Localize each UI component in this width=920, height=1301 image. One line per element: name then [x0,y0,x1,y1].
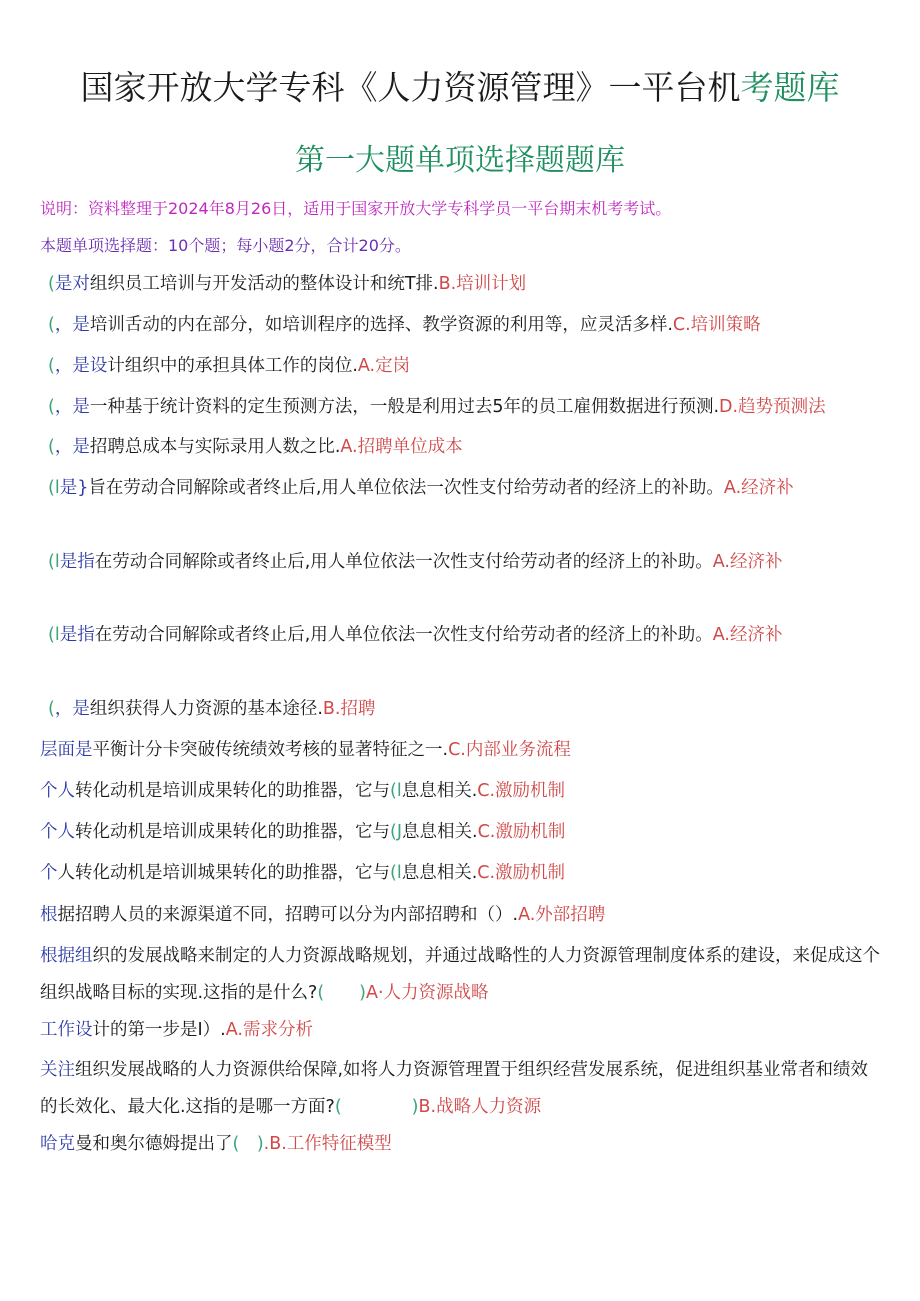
paren-mark: (l [48,552,60,572]
question-prefix: ，是 [54,315,90,335]
section-info: 本题单项选择题：10个题；每小题2分，合计20分。 [40,236,411,255]
question-text: 曼和奥尔德姆提出了 [75,1134,233,1154]
question-prefix: 是指 [59,625,95,645]
question-answer: A.需求分析 [225,1020,313,1040]
paren-mark: (l [390,781,402,801]
question-text: 培训舌动的内在部分，如培训程序的选择、教学资源的利用等，应灵活多样. [89,315,673,335]
question-answer: A.定岗 [357,356,411,376]
question-text: 人转化动机是培训城果转化的助推器，它与 [57,863,390,883]
question-prefix: 层面是 [40,740,93,760]
question-answer: B.战略人力资源 [418,1097,542,1117]
question-answer: C.激励机制 [477,822,566,842]
question-item [40,897,885,933]
paren-mark: ( [48,699,55,719]
paren-mark: ( [48,274,55,294]
question-item [40,773,885,809]
description-note: 说明：资料整理于2024年8月26日，适用于国家开放大学专科学员一平台期末机考考试。 [40,199,672,218]
question-text-tail: 息息相关. [402,822,478,842]
question-answer: B.招聘 [322,699,376,719]
paren-mark: ( [48,315,55,335]
question-answer: C.培训策略 [672,315,761,335]
question-answer: A.经济补 [723,478,794,498]
question-item [40,814,885,850]
question-item [40,1012,885,1048]
paren-mark: ( ) [232,1134,264,1154]
question-item [40,1126,885,1162]
question-answer: B.培训计划 [438,274,527,294]
question-answer: A.外部招聘 [518,905,606,925]
question-text: 平衡计分卡突破传统绩效考核的显著特征之一. [92,740,449,760]
question-item [40,855,885,891]
page-subtitle: 第一大题单项选择题题库 [295,143,625,178]
question-text: 在劳动合同解除或者终止后,用人单位依法一次性支付给劳动者的经济上的补助。 [94,552,713,572]
paren-mark: (l [390,863,402,883]
question-prefix: ，是 [54,397,90,417]
question-text-tail: 息息相关. [401,781,478,801]
question-answer: .B.工作特征模型 [263,1134,392,1154]
question-prefix: 个 [40,863,58,883]
question-answer: A·人力资源战略 [366,983,489,1003]
question-item [48,389,893,425]
question-text: 旨在劳动合同解除或者终止后,用人单位依法一次性支付给劳动者的经济上的补助。 [88,478,724,498]
question-item [40,732,885,768]
question-text: 组织员工培训与开发活动的整体设计和统T排. [89,274,439,294]
question-answer: A.招聘单位成本 [340,437,463,457]
question-answer: A.经济补 [712,552,783,572]
question-text: 织的发展战略来制定的人力资源战略规划，并通过战略性的人力资源管理制度体系的建设，来促成这个组织战略目标的实现.这指的是什么? [40,946,880,1003]
question-prefix: ，是 [54,437,90,457]
question-item [48,266,893,302]
paren-mark: (l [48,625,60,645]
question-prefix: 是指 [59,552,95,572]
question-prefix: 哈克 [40,1134,75,1154]
question-item [48,429,893,465]
question-item [48,691,893,727]
question-answer: A.经济补 [712,625,783,645]
question-item [40,1052,885,1126]
question-text: 一种基于统计资料的定生预测方法，一般是利用过去5年的员工雇佣数据进行预测. [89,397,720,417]
question-prefix: 根据组 [40,946,93,966]
paren-mark: (l [48,478,60,498]
question-text-tail: 息息相关. [401,863,478,883]
question-text: 招聘总成本与实际录用人数之比. [89,437,341,457]
question-text: 计组织中的承担具体工作的岗位. [107,356,358,376]
question-item [48,307,893,343]
question-text: 转化动机是培训成果转化的助推器，它与 [75,781,390,801]
question-answer: C.激励机制 [477,863,566,883]
question-prefix: 是对 [54,274,90,294]
question-text: 在劳动合同解除或者终止后,用人单位依法一次性支付给劳动者的经济上的补助。 [94,625,713,645]
paren-mark: ( [48,437,55,457]
question-answer: C.激励机制 [477,781,566,801]
page-title [0,62,920,109]
question-answer: D.趋势预测法 [719,397,826,417]
question-text: 计的第一步是I）. [92,1020,226,1040]
title-main: 国家开放大学专科《人力资源管理》一平台机 [80,68,741,107]
question-item [48,544,893,580]
title-green-part: 考题库 [740,68,840,107]
question-prefix: 根 [40,905,58,925]
question-prefix: 个人 [40,822,75,842]
question-text: 组织发展战略的人力资源供给保障,如将人力资源管理置于组织经营发展系统，促进组织基业常者和绩效的长效化、最大化.这指的是哪一方面? [40,1060,869,1117]
paren-mark: ( ) [317,983,367,1003]
question-prefix: 是} [59,478,89,498]
question-item [48,617,893,653]
question-text: 转化动机是培训成果转化的助推器，它与 [75,822,390,842]
question-prefix: ，是设 [54,356,108,376]
paren-mark: (J [390,822,402,842]
question-text: 据招聘人员的来源渠道不同，招聘可以分为内部招聘和（）. [57,905,519,925]
paren-mark: ( [48,356,55,376]
paren-mark: ( ) [334,1097,419,1117]
question-answer: C.内部业务流程 [448,740,571,760]
question-item [48,470,893,506]
question-prefix: 个人 [40,781,75,801]
question-prefix: ，是 [54,699,90,719]
question-prefix: 工作设 [40,1020,93,1040]
question-item [40,938,885,1012]
question-item [48,348,893,384]
question-text: 组织获得人力资源的基本途径. [89,699,323,719]
question-prefix: 关注 [40,1060,75,1080]
paren-mark: ( [48,397,55,417]
